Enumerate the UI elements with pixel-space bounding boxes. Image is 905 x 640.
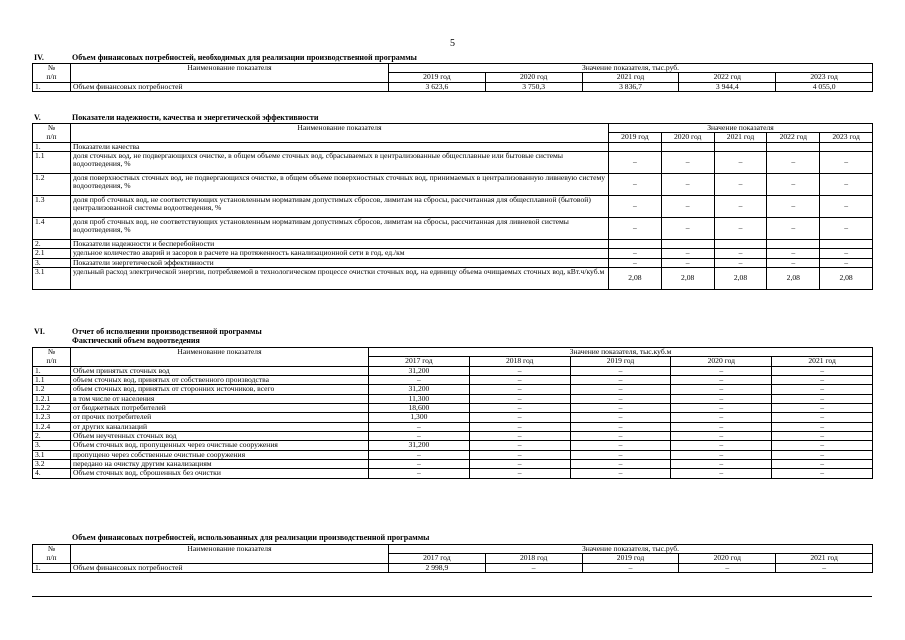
row-value: – xyxy=(469,441,570,450)
row-value xyxy=(820,142,873,151)
row-value: – xyxy=(776,563,873,572)
row-value: – xyxy=(609,218,662,240)
table-row xyxy=(33,196,873,218)
row-value: 2,08 xyxy=(661,268,714,290)
table-header-row xyxy=(33,554,873,563)
row-number: 2.1 xyxy=(33,249,71,258)
header-value: Значение показателя, тыс.руб. xyxy=(389,64,873,73)
row-value xyxy=(714,240,767,249)
header-year: 2017 год xyxy=(389,554,486,563)
row-name: объем сточных вод, принятых от сторонних источников, всего xyxy=(71,385,369,394)
row-value: – xyxy=(570,441,671,450)
header-year: 2022 год xyxy=(679,73,776,82)
table-row xyxy=(33,142,873,151)
row-name: Показатели энергетической эффективности xyxy=(71,258,609,267)
row-value: 31,200 xyxy=(369,441,470,450)
row-value: – xyxy=(671,376,772,385)
table-row xyxy=(33,82,873,91)
row-name: Показатели качества xyxy=(71,142,609,151)
table-header-row xyxy=(33,545,873,554)
row-value: 2 998,9 xyxy=(389,563,486,572)
header-year: 2019 год xyxy=(389,73,486,82)
row-value: – xyxy=(369,422,470,431)
row-number: 1. xyxy=(33,563,71,572)
row-value: 1,300 xyxy=(369,413,470,422)
row-value: – xyxy=(469,394,570,403)
row-value: – xyxy=(772,376,873,385)
row-name: доля поверхностных сточных вод, не подвергающихся очистке, в общем объеме поверхностных сточных вод, принимаемых в централизованную ливневую систему водоотведения, % xyxy=(71,174,609,196)
section-title: Отчет об исполнении производственной программы xyxy=(72,327,262,337)
row-value: 2,08 xyxy=(767,268,820,290)
header-number: п/п xyxy=(33,133,71,142)
row-value: 31,200 xyxy=(369,366,470,375)
row-value: – xyxy=(820,152,873,174)
section-number: VI. xyxy=(34,327,45,337)
row-value: – xyxy=(369,450,470,459)
section-reliability-indicators xyxy=(32,112,872,290)
row-value: – xyxy=(772,385,873,394)
row-value: – xyxy=(714,152,767,174)
table-header-row xyxy=(33,357,873,366)
row-value: – xyxy=(369,469,470,478)
row-value: – xyxy=(609,174,662,196)
row-number: 1.1 xyxy=(33,376,71,385)
row-number: 1.2.1 xyxy=(33,394,71,403)
header-indicator-name: Наименование показателя xyxy=(71,124,609,133)
table-row xyxy=(33,376,873,385)
row-value: – xyxy=(469,376,570,385)
header-indicator-name xyxy=(71,133,609,142)
row-value: – xyxy=(469,469,570,478)
row-value: 2,08 xyxy=(820,268,873,290)
row-value: – xyxy=(570,413,671,422)
row-name: Объем неучтенных сточных вод xyxy=(71,432,369,441)
row-value: – xyxy=(772,460,873,469)
row-value: – xyxy=(661,218,714,240)
row-number: 3.1 xyxy=(33,268,71,290)
header-number: № xyxy=(33,545,71,554)
row-value: – xyxy=(570,376,671,385)
footer-rule xyxy=(32,596,872,597)
row-value: – xyxy=(661,258,714,267)
row-name: в том числе от населения xyxy=(71,394,369,403)
section-title: Объем финансовых потребностей, использованных для реализации производственной программы xyxy=(72,533,430,542)
row-value: – xyxy=(772,413,873,422)
row-name: Объем финансовых потребностей xyxy=(71,563,389,572)
row-value: – xyxy=(570,432,671,441)
row-number: 1.3 xyxy=(33,196,71,218)
row-value: – xyxy=(671,441,772,450)
table-wastewater-volume xyxy=(32,347,873,479)
row-name: от прочих потребителей xyxy=(71,413,369,422)
row-number: 3. xyxy=(33,258,71,267)
row-number: 2. xyxy=(33,432,71,441)
section-title: Объем финансовых потребностей, необходимых для реализации производственной программы xyxy=(72,53,417,63)
table-row xyxy=(33,413,873,422)
row-value: – xyxy=(767,218,820,240)
table-row xyxy=(33,174,873,196)
row-number: 1.2.4 xyxy=(33,422,71,431)
row-value: – xyxy=(820,249,873,258)
row-value: – xyxy=(609,196,662,218)
header-indicator-name xyxy=(71,554,389,563)
section-heading xyxy=(32,52,872,63)
row-number: 3. xyxy=(33,441,71,450)
row-value xyxy=(714,142,767,151)
row-number: 1.2 xyxy=(33,385,71,394)
header-year: 2021 год xyxy=(714,133,767,142)
row-value: – xyxy=(469,404,570,413)
row-value: – xyxy=(767,174,820,196)
row-name: доля сточных вод, не подвергающихся очистке, в общем объеме сточных вод, сбрасываемых в централизованные общесплавные или бытовые системы водоотведения, % xyxy=(71,152,609,174)
row-value: 3 944,4 xyxy=(679,82,776,91)
row-value: 3 750,3 xyxy=(485,82,582,91)
section-heading xyxy=(32,112,872,123)
row-number: 1. xyxy=(33,82,71,91)
header-year: 2021 год xyxy=(582,73,679,82)
row-value: – xyxy=(820,196,873,218)
table-financial-needs xyxy=(32,63,873,92)
header-indicator-name: Наименование показателя xyxy=(71,545,389,554)
row-number: 1.2.3 xyxy=(33,413,71,422)
row-value: – xyxy=(671,413,772,422)
row-value: – xyxy=(469,366,570,375)
section-number: V. xyxy=(34,113,41,123)
header-year: 2019 год xyxy=(582,554,679,563)
header-indicator-name xyxy=(71,357,369,366)
table-header-row xyxy=(33,348,873,357)
row-value: – xyxy=(661,174,714,196)
table-reliability-indicators xyxy=(32,123,873,290)
row-value: – xyxy=(820,218,873,240)
header-year: 2017 год xyxy=(369,357,470,366)
row-value: – xyxy=(767,249,820,258)
row-value: 11,300 xyxy=(369,394,470,403)
row-name: Объем финансовых потребностей xyxy=(71,82,389,91)
row-value: – xyxy=(714,249,767,258)
row-value: – xyxy=(772,422,873,431)
row-value: – xyxy=(661,249,714,258)
row-value xyxy=(609,142,662,151)
row-value: – xyxy=(570,394,671,403)
row-value: – xyxy=(671,394,772,403)
header-year: 2020 год xyxy=(671,357,772,366)
table-row xyxy=(33,460,873,469)
row-number: 1.2.2 xyxy=(33,404,71,413)
row-name: доля проб сточных вод, не соответствующих установленным нормативам допустимых сбросов, лимитам на сбросы, рассчитанная для общесплавной (бытовой) централизованной системы водоотведения, % xyxy=(71,196,609,218)
header-indicator-name: Наименование показателя xyxy=(71,64,389,73)
header-year: 2023 год xyxy=(776,73,873,82)
table-row xyxy=(33,404,873,413)
row-name: Объем сточных вод, пропущенных через очистные сооружения xyxy=(71,441,369,450)
header-value: Значение показателя, тыс.руб. xyxy=(389,545,873,554)
row-name: Показатели надежности и бесперебойности xyxy=(71,240,609,249)
row-value: 4 055,0 xyxy=(776,82,873,91)
table-header-row xyxy=(33,133,873,142)
table-row xyxy=(33,268,873,290)
table-row xyxy=(33,469,873,478)
header-year: 2023 год xyxy=(820,133,873,142)
row-value: – xyxy=(469,460,570,469)
row-name: от бюджетных потребителей xyxy=(71,404,369,413)
row-value: – xyxy=(671,385,772,394)
row-value: 3 623,6 xyxy=(389,82,486,91)
row-value: – xyxy=(772,432,873,441)
row-value: – xyxy=(661,196,714,218)
table-row xyxy=(33,152,873,174)
row-number: 3.2 xyxy=(33,460,71,469)
row-value: – xyxy=(469,432,570,441)
row-value: – xyxy=(671,422,772,431)
row-number: 1.4 xyxy=(33,218,71,240)
row-value: – xyxy=(570,404,671,413)
row-value: – xyxy=(772,394,873,403)
row-name: пропущено через собственные очистные сооружения xyxy=(71,450,369,459)
row-value: – xyxy=(772,404,873,413)
row-number: 3.1 xyxy=(33,450,71,459)
row-name: доля проб сточных вод, не соответствующих установленным нормативам допустимых сбросов, лимитам на сбросы, рассчитанная для ливневой системы водоотведения, % xyxy=(71,218,609,240)
header-value: Значение показателя, тыс.куб.м xyxy=(369,348,873,357)
header-year: 2021 год xyxy=(772,357,873,366)
table-row xyxy=(33,249,873,258)
row-name: Объем сточных вод, сброшенных без очистки xyxy=(71,469,369,478)
row-value: – xyxy=(679,563,776,572)
row-value xyxy=(609,240,662,249)
header-year: 2019 год xyxy=(570,357,671,366)
header-year: 2019 год xyxy=(609,133,662,142)
row-value xyxy=(661,142,714,151)
row-value: – xyxy=(714,196,767,218)
header-number: п/п xyxy=(33,73,71,82)
table-row xyxy=(33,218,873,240)
table-row xyxy=(33,563,873,572)
section-title: Показатели надежности, качества и энергетической эффективности xyxy=(72,113,319,123)
header-number: № xyxy=(33,124,71,133)
row-value: – xyxy=(469,450,570,459)
row-value: – xyxy=(714,218,767,240)
row-value xyxy=(767,240,820,249)
row-value: – xyxy=(772,450,873,459)
table-row xyxy=(33,432,873,441)
section-program-report xyxy=(32,326,872,479)
header-year: 2022 год xyxy=(767,133,820,142)
table-financial-used xyxy=(32,544,873,573)
header-year: 2020 год xyxy=(679,554,776,563)
row-value: – xyxy=(570,366,671,375)
row-value: – xyxy=(570,450,671,459)
table-header-row xyxy=(33,73,873,82)
row-value: – xyxy=(609,249,662,258)
table-row xyxy=(33,441,873,450)
row-value xyxy=(661,240,714,249)
row-value: 31,200 xyxy=(369,385,470,394)
row-number: 1. xyxy=(33,366,71,375)
row-value: 18,600 xyxy=(369,404,470,413)
header-indicator-name: Наименование показателя xyxy=(71,348,369,357)
row-number: 2. xyxy=(33,240,71,249)
row-value: – xyxy=(609,258,662,267)
row-name: объем сточных вод, принятых от собственного производства xyxy=(71,376,369,385)
header-year: 2018 год xyxy=(485,554,582,563)
row-name: от других канализаций xyxy=(71,422,369,431)
header-year: 2021 год xyxy=(776,554,873,563)
row-value: 2,08 xyxy=(714,268,767,290)
header-year: 2020 год xyxy=(485,73,582,82)
row-value: – xyxy=(671,432,772,441)
table-row xyxy=(33,258,873,267)
header-year: 2020 год xyxy=(661,133,714,142)
row-value: – xyxy=(582,563,679,572)
row-value: 3 836,7 xyxy=(582,82,679,91)
header-year: 2018 год xyxy=(469,357,570,366)
table-row xyxy=(33,422,873,431)
table-row xyxy=(33,394,873,403)
row-value: – xyxy=(671,450,772,459)
row-value: – xyxy=(714,258,767,267)
row-value: – xyxy=(369,432,470,441)
row-value: – xyxy=(661,152,714,174)
row-value: – xyxy=(671,469,772,478)
header-number: № xyxy=(33,348,71,357)
row-number: 1.1 xyxy=(33,152,71,174)
row-value: – xyxy=(671,366,772,375)
table-row xyxy=(33,385,873,394)
row-value: – xyxy=(609,152,662,174)
header-indicator-name xyxy=(71,73,389,82)
row-value xyxy=(767,142,820,151)
header-number: п/п xyxy=(33,357,71,366)
row-value xyxy=(820,240,873,249)
header-number: п/п xyxy=(33,554,71,563)
section-financial-needs xyxy=(32,52,872,92)
row-number: 4. xyxy=(33,469,71,478)
row-value: – xyxy=(772,366,873,375)
header-value: Значение показателя xyxy=(609,124,873,133)
row-number: 1. xyxy=(33,142,71,151)
row-name: удельное количество аварий и засоров в расчете на протяженность канализационной сети в год, ед./км xyxy=(71,249,609,258)
row-value: – xyxy=(767,152,820,174)
table-row xyxy=(33,366,873,375)
header-number: № xyxy=(33,64,71,73)
table-row xyxy=(33,240,873,249)
row-value: – xyxy=(485,563,582,572)
row-value: – xyxy=(772,469,873,478)
row-value: – xyxy=(671,404,772,413)
row-value: – xyxy=(714,174,767,196)
row-value: – xyxy=(671,460,772,469)
row-value: – xyxy=(469,422,570,431)
row-name: удельный расход электрической энергии, потребляемой в технологическом процессе очистки сточных вод, на единицу объема очищаемых сточных вод, кВт.ч/куб.м xyxy=(71,268,609,290)
table-row xyxy=(33,450,873,459)
row-number: 1.2 xyxy=(33,174,71,196)
table-header-row xyxy=(33,64,873,73)
row-value: – xyxy=(469,413,570,422)
row-value: – xyxy=(570,385,671,394)
row-value: – xyxy=(767,196,820,218)
page-number: 5 xyxy=(450,38,455,49)
row-value: – xyxy=(469,385,570,394)
row-value: – xyxy=(369,460,470,469)
table-header-row xyxy=(33,124,873,133)
row-value: – xyxy=(369,376,470,385)
section-subtitle: Фактический объем водоотведения xyxy=(72,336,200,345)
row-value: – xyxy=(820,174,873,196)
row-value: – xyxy=(767,258,820,267)
row-value: – xyxy=(570,469,671,478)
row-value: 2,08 xyxy=(609,268,662,290)
row-value: – xyxy=(570,422,671,431)
row-value: – xyxy=(820,258,873,267)
section-number: IV. xyxy=(34,53,44,63)
row-name: Объем принятых сточных вод xyxy=(71,366,369,375)
row-value: – xyxy=(772,441,873,450)
row-value: – xyxy=(570,460,671,469)
row-name: передано на очистку другим канализациям xyxy=(71,460,369,469)
section-financial-used xyxy=(32,534,872,573)
